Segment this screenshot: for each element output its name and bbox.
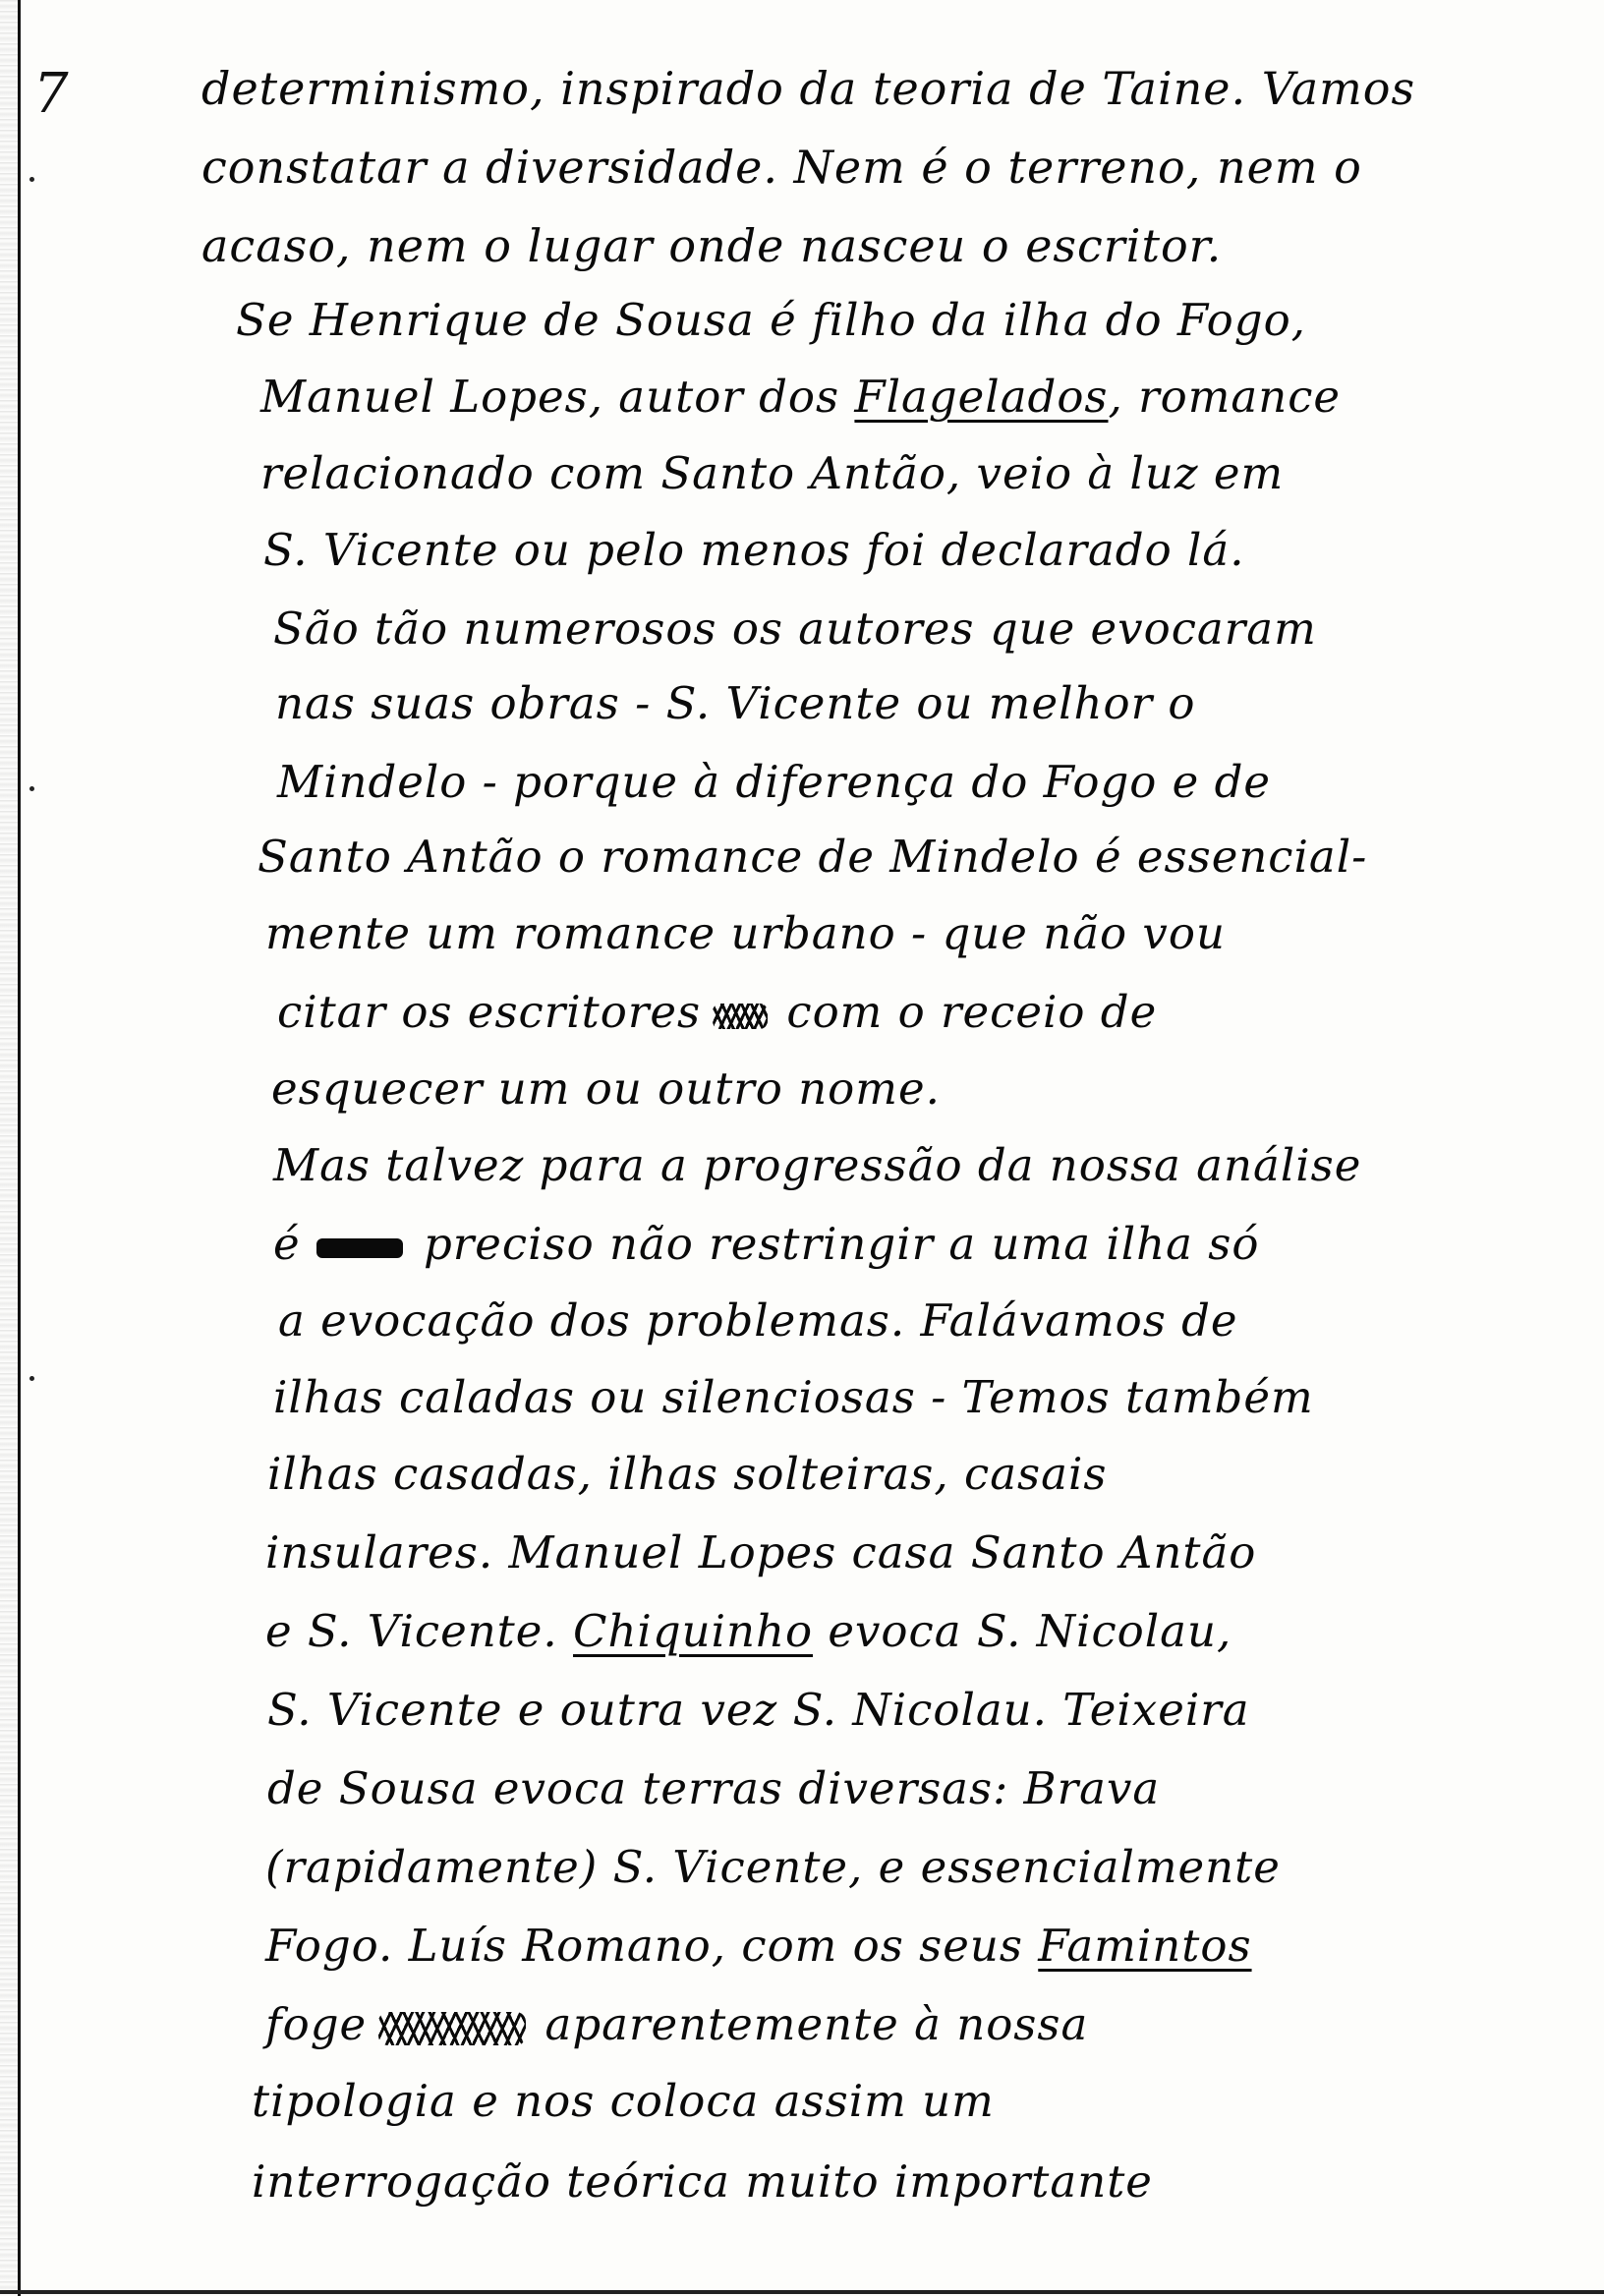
line-text: insulares. Manuel Lopes casa Santo Antão	[265, 1526, 1257, 1578]
manuscript-line	[201, 138, 1362, 197]
line-text: e S. Vicente.	[265, 1605, 574, 1657]
line-text: Fogo. Luís Romano, com os seus	[265, 1920, 1039, 1972]
line-text: ilhas caladas ou silenciosas - Temos também	[273, 1371, 1314, 1423]
manuscript-line	[201, 216, 1222, 275]
manuscript-line	[260, 368, 1341, 427]
scribbled-out-word	[713, 1004, 768, 1029]
line-text: Mas talvez para a progressão da nossa análise	[273, 1139, 1362, 1191]
manuscript-line	[267, 1759, 1160, 1818]
line-text: Se Henrique de Sousa é filho da ilha do Fogo,	[236, 294, 1306, 346]
manuscript-line	[277, 983, 1157, 1042]
manuscript-line	[267, 1681, 1250, 1740]
scribbled-out-word	[378, 2012, 526, 2045]
line-text: com o receio de	[772, 986, 1158, 1038]
line-text: constatar a diversidade. Nem é o terreno, nem o	[201, 141, 1362, 194]
line-text: ilhas casadas, ilhas solteiras, casais	[267, 1448, 1108, 1500]
manuscript-line	[277, 753, 1271, 812]
manuscript-line	[273, 1136, 1361, 1195]
line-text: interrogação teórica muito importante	[252, 2155, 1153, 2208]
manuscript-line	[236, 291, 1306, 350]
manuscript-line	[260, 444, 1284, 503]
manuscript-line	[201, 59, 1415, 118]
line-text: esquecer um ou outro nome.	[271, 1062, 941, 1115]
line-text: Santo Antão o romance de Mindelo é essencial-	[258, 831, 1368, 883]
line-text: evoca S. Nicolau,	[813, 1605, 1232, 1657]
manuscript-line	[263, 521, 1245, 580]
line-text: determinismo, inspirado da teoria de Taine. Vamos	[201, 62, 1416, 115]
line-text: relacionado com Santo Antão, veio à luz em	[260, 447, 1285, 499]
line-text: nas suas obras - S. Vicente ou melhor o	[275, 677, 1196, 729]
line-text: aparentemente à nossa	[530, 1998, 1089, 2050]
manuscript-line	[258, 828, 1367, 887]
manuscript-line	[273, 1368, 1314, 1427]
manuscript-line	[265, 1995, 1088, 2054]
manuscript-line	[273, 1215, 1259, 1274]
manuscript-line	[275, 674, 1195, 733]
line-text: São tão numerosos os autores que evocaram	[273, 603, 1317, 655]
crossed-out-word	[316, 1238, 403, 1258]
line-text: citar os escritores	[277, 986, 702, 1038]
line-text: mente um romance urbano - que não vou	[265, 907, 1226, 959]
line-text: é	[273, 1218, 301, 1270]
page-number: 7	[33, 62, 69, 126]
line-text: (rapidamente) S. Vicente, e essencialmente	[265, 1841, 1281, 1893]
underlined-title: Chiquinho	[573, 1605, 814, 1657]
manuscript-line	[278, 1292, 1238, 1350]
line-text: Manuel Lopes, autor dos	[260, 371, 855, 423]
line-text: Mindelo - porque à diferença do Fogo e de	[277, 756, 1272, 808]
line-text: de Sousa evoca terras diversas: Brava	[267, 1762, 1161, 1814]
manuscript-line	[265, 1523, 1256, 1582]
manuscript-line	[265, 904, 1226, 963]
manuscript-line	[273, 600, 1317, 659]
manuscript-line	[271, 1060, 941, 1119]
manuscript-line	[265, 1602, 1232, 1661]
manuscript-line	[252, 2152, 1153, 2211]
line-text: foge	[265, 1998, 368, 2050]
underlined-title: Famintos	[1038, 1920, 1252, 1972]
line-text: preciso não restringir a uma ilha só	[408, 1218, 1260, 1270]
manuscript-line	[267, 1445, 1107, 1504]
manuscript-line	[252, 2072, 995, 2131]
line-text: S. Vicente e outra vez S. Nicolau. Teixeira	[267, 1684, 1250, 1736]
manuscript-line	[265, 1917, 1252, 1976]
line-text: a evocação dos problemas. Falávamos de	[278, 1294, 1238, 1347]
line-text: S. Vicente ou pelo menos foi declarado lá.	[263, 524, 1245, 576]
line-text: tipologia e nos coloca assim um	[252, 2075, 995, 2127]
underlined-title: Flagelados	[854, 371, 1109, 423]
line-text: acaso, nem o lugar onde nasceu o escritor.	[201, 219, 1223, 272]
manuscript-line	[265, 1838, 1281, 1897]
line-text: , romance	[1108, 371, 1342, 423]
